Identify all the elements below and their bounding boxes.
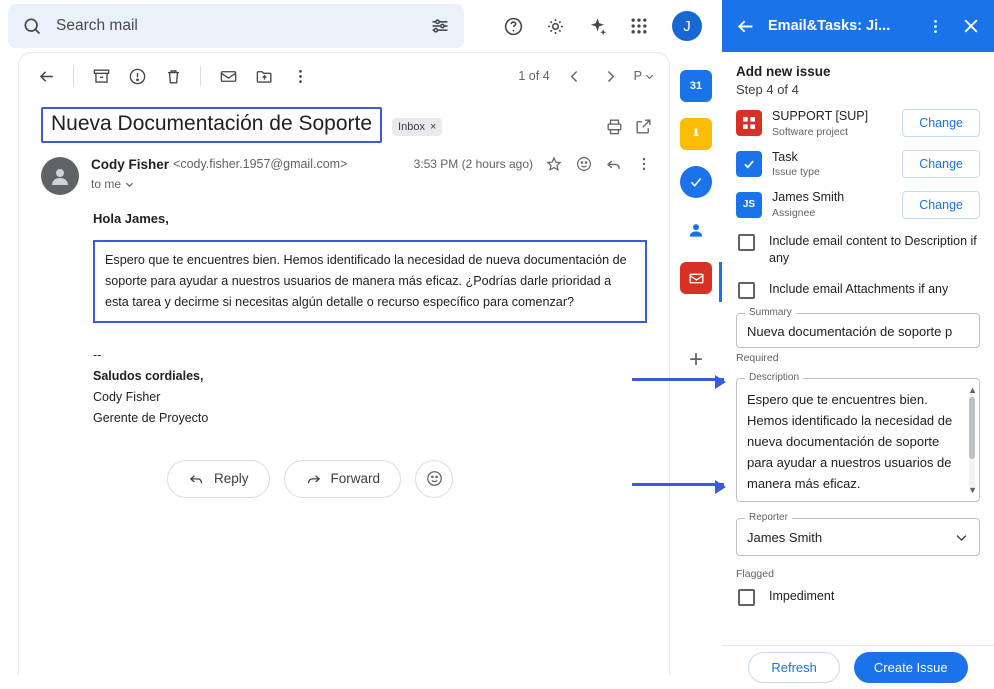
chevron-down-icon xyxy=(644,71,655,82)
star-icon[interactable] xyxy=(545,155,563,173)
pager-label: 1 of 4 xyxy=(518,69,550,83)
message-timestamp: 3:53 PM (2 hours ago) xyxy=(413,157,533,172)
gear-icon[interactable] xyxy=(536,7,574,45)
impediment-checkbox-row[interactable] xyxy=(736,588,980,606)
summary-legend: Summary xyxy=(745,307,796,318)
close-icon[interactable]: × xyxy=(429,121,437,134)
search-icon xyxy=(22,16,42,36)
addon-title: Email&Tasks: Ji... xyxy=(768,18,891,34)
message-toolbar xyxy=(19,53,669,99)
signature-closing: Saludos cordiales, xyxy=(93,368,204,383)
annotation-arrow-description xyxy=(632,483,724,486)
contacts-icon[interactable] xyxy=(680,214,712,246)
signature-block xyxy=(93,345,647,430)
label-chip-text: Inbox xyxy=(398,121,425,134)
reply-button[interactable] xyxy=(167,460,270,498)
task-checkbox-icon xyxy=(736,151,762,177)
add-addon-icon[interactable]: + xyxy=(688,346,703,373)
sender-row xyxy=(19,143,669,195)
project-text xyxy=(772,109,892,138)
include-attachments-label: Include email Attachments if any xyxy=(769,281,949,296)
gemini-sparkle-icon[interactable] xyxy=(578,7,616,45)
recipients-row[interactable] xyxy=(91,177,653,191)
change-assignee-button[interactable]: Change xyxy=(902,191,980,219)
subject-actions xyxy=(605,117,653,136)
search-bar[interactable] xyxy=(8,4,464,48)
assignee-text xyxy=(772,190,892,219)
addon-footer xyxy=(722,645,994,689)
sender-line xyxy=(91,155,653,173)
issue-type-row xyxy=(736,150,980,179)
tasks-icon[interactable] xyxy=(680,166,712,198)
calendar-icon[interactable] xyxy=(680,70,712,102)
assignee-name: James Smith xyxy=(772,190,845,205)
open-in-new-icon[interactable] xyxy=(634,117,653,136)
flagged-label: Flagged xyxy=(736,567,774,580)
assignee-sublabel: Assignee xyxy=(772,206,816,219)
addon-rail xyxy=(670,52,722,689)
recipients-label: to me xyxy=(91,177,122,192)
calendar-day-label: 31 xyxy=(689,80,703,92)
toolbar-right-group xyxy=(518,59,659,93)
forward-icon xyxy=(305,470,322,487)
summary-required-label: Required xyxy=(736,351,779,364)
back-arrow-icon[interactable] xyxy=(29,59,63,93)
mark-unread-icon[interactable] xyxy=(211,59,245,93)
apps-grid-icon[interactable] xyxy=(620,7,658,45)
subject-row xyxy=(19,99,669,143)
assignee-row xyxy=(736,190,980,219)
chevron-down-icon[interactable] xyxy=(954,530,969,545)
keyboard-shortcut-menu[interactable] xyxy=(630,69,659,83)
move-to-folder-icon[interactable] xyxy=(247,59,281,93)
include-content-checkbox-row[interactable] xyxy=(736,233,980,267)
highlight-box-email-body xyxy=(93,240,647,322)
reply-button-label: Reply xyxy=(214,471,249,487)
refresh-button[interactable]: Refresh xyxy=(748,652,840,683)
reporter-value: James Smith xyxy=(747,529,823,545)
trash-icon[interactable] xyxy=(156,59,190,93)
impediment-checkbox[interactable] xyxy=(738,589,755,606)
sender-name: Cody Fisher xyxy=(91,156,170,172)
body-greeting: Hola James, xyxy=(93,211,169,227)
signature-role: Gerente de Proyecto xyxy=(93,411,209,426)
highlight-box-subject xyxy=(41,107,382,143)
toolbar-divider-2 xyxy=(200,66,201,86)
include-attachments-checkbox[interactable] xyxy=(738,282,755,299)
addon-body xyxy=(722,52,994,645)
jira-addon-selected-wrap xyxy=(670,262,722,294)
label-chip-inbox[interactable] xyxy=(392,118,442,136)
impediment-label: Impediment xyxy=(769,588,835,603)
page-title: Nueva Documentación de Soporte xyxy=(51,112,373,135)
project-sublabel: Software project xyxy=(772,125,848,138)
add-reaction-button[interactable] xyxy=(415,460,453,498)
summary-input[interactable]: Nueva documentación de soporte p xyxy=(747,323,953,339)
jira-email-tasks-icon[interactable] xyxy=(680,262,712,294)
sender-details xyxy=(91,155,653,195)
description-scroll-thumb[interactable] xyxy=(969,397,975,459)
issue-type-text xyxy=(772,150,892,179)
description-input[interactable]: Espero que te encuentres bien. Hemos identificado la necesidad de nueva documentación de soporte para ayudar a nuestros usuarios de manera más eficaz. xyxy=(747,391,953,491)
description-scrollbar[interactable] xyxy=(968,384,977,493)
jira-project-icon xyxy=(736,110,762,136)
addon-header xyxy=(722,0,994,52)
search-input[interactable]: Search mail xyxy=(56,17,138,34)
avatar[interactable]: J xyxy=(672,11,702,41)
avatar: JS xyxy=(736,192,762,218)
reply-actions xyxy=(93,430,647,498)
add-reaction-icon[interactable] xyxy=(575,155,593,173)
message-actions xyxy=(414,155,653,173)
keep-icon[interactable] xyxy=(680,118,712,150)
report-spam-icon[interactable] xyxy=(120,59,154,93)
toolbar-divider xyxy=(73,66,74,86)
sender-email: <cody.fisher.1957@gmail.com> xyxy=(173,157,348,172)
issue-type-name: Task xyxy=(772,149,798,164)
body-paragraph: Espero que te encuentres bien. Hemos identificado la necesidad de nueva documentación de soporte para ayudar a nuestros usuarios de manera más eficaz. ¿Podrías darle prioridad a esta tarea y decirme si necesitas algún detalle o recurso específico para comenzar? xyxy=(105,253,627,309)
gmail-topbar-icons xyxy=(494,7,702,45)
project-name: SUPPORT [SUP] xyxy=(772,109,869,123)
reporter-legend: Reporter xyxy=(745,512,792,523)
chevron-down-icon xyxy=(124,179,135,190)
more-vertical-icon[interactable] xyxy=(635,155,653,173)
archive-icon[interactable] xyxy=(84,59,118,93)
create-issue-button[interactable]: Create Issue xyxy=(854,652,968,683)
reply-icon xyxy=(188,470,205,487)
signature-name: Cody Fisher xyxy=(93,390,161,405)
avatar[interactable] xyxy=(41,157,79,195)
description-field[interactable] xyxy=(736,371,980,502)
message-panel xyxy=(18,52,670,675)
annotation-arrow-summary xyxy=(632,378,724,381)
more-vertical-icon[interactable] xyxy=(283,59,317,93)
scroll-up-icon[interactable]: ▲ xyxy=(968,384,977,395)
signature-dashes: -- xyxy=(93,347,102,362)
help-icon[interactable] xyxy=(494,7,532,45)
forward-button[interactable] xyxy=(284,460,402,498)
include-content-label: Include email content to Description if any xyxy=(769,233,977,265)
scroll-down-icon[interactable]: ▼ xyxy=(968,484,977,495)
print-icon[interactable] xyxy=(605,117,624,136)
change-project-button[interactable]: Change xyxy=(902,109,980,137)
addon-section-title: Add new issue xyxy=(736,64,831,79)
reporter-select[interactable] xyxy=(736,511,980,556)
back-arrow-icon[interactable] xyxy=(732,13,758,39)
include-attachments-checkbox-row[interactable] xyxy=(736,281,980,299)
addon-step-label: Step 4 of 4 xyxy=(736,82,799,97)
add-reaction-icon xyxy=(425,469,444,488)
include-content-checkbox[interactable] xyxy=(738,234,755,251)
keyboard-shortcut-label: P xyxy=(633,69,642,83)
gmail-top-bar xyxy=(0,0,722,52)
description-legend: Description xyxy=(745,372,803,383)
more-vertical-icon[interactable] xyxy=(922,13,948,39)
message-body xyxy=(19,195,669,497)
search-options-icon[interactable] xyxy=(430,16,450,36)
project-row xyxy=(736,109,980,138)
change-issue-type-button[interactable]: Change xyxy=(902,150,980,178)
reply-icon[interactable] xyxy=(605,155,623,173)
close-icon[interactable] xyxy=(958,13,984,39)
chevron-right-icon[interactable] xyxy=(594,59,628,93)
forward-button-label: Forward xyxy=(330,471,381,487)
issue-type-sublabel: Issue type xyxy=(772,166,820,179)
summary-field[interactable] xyxy=(736,306,980,348)
jira-addon-panel xyxy=(722,0,994,689)
chevron-left-icon[interactable] xyxy=(558,59,592,93)
